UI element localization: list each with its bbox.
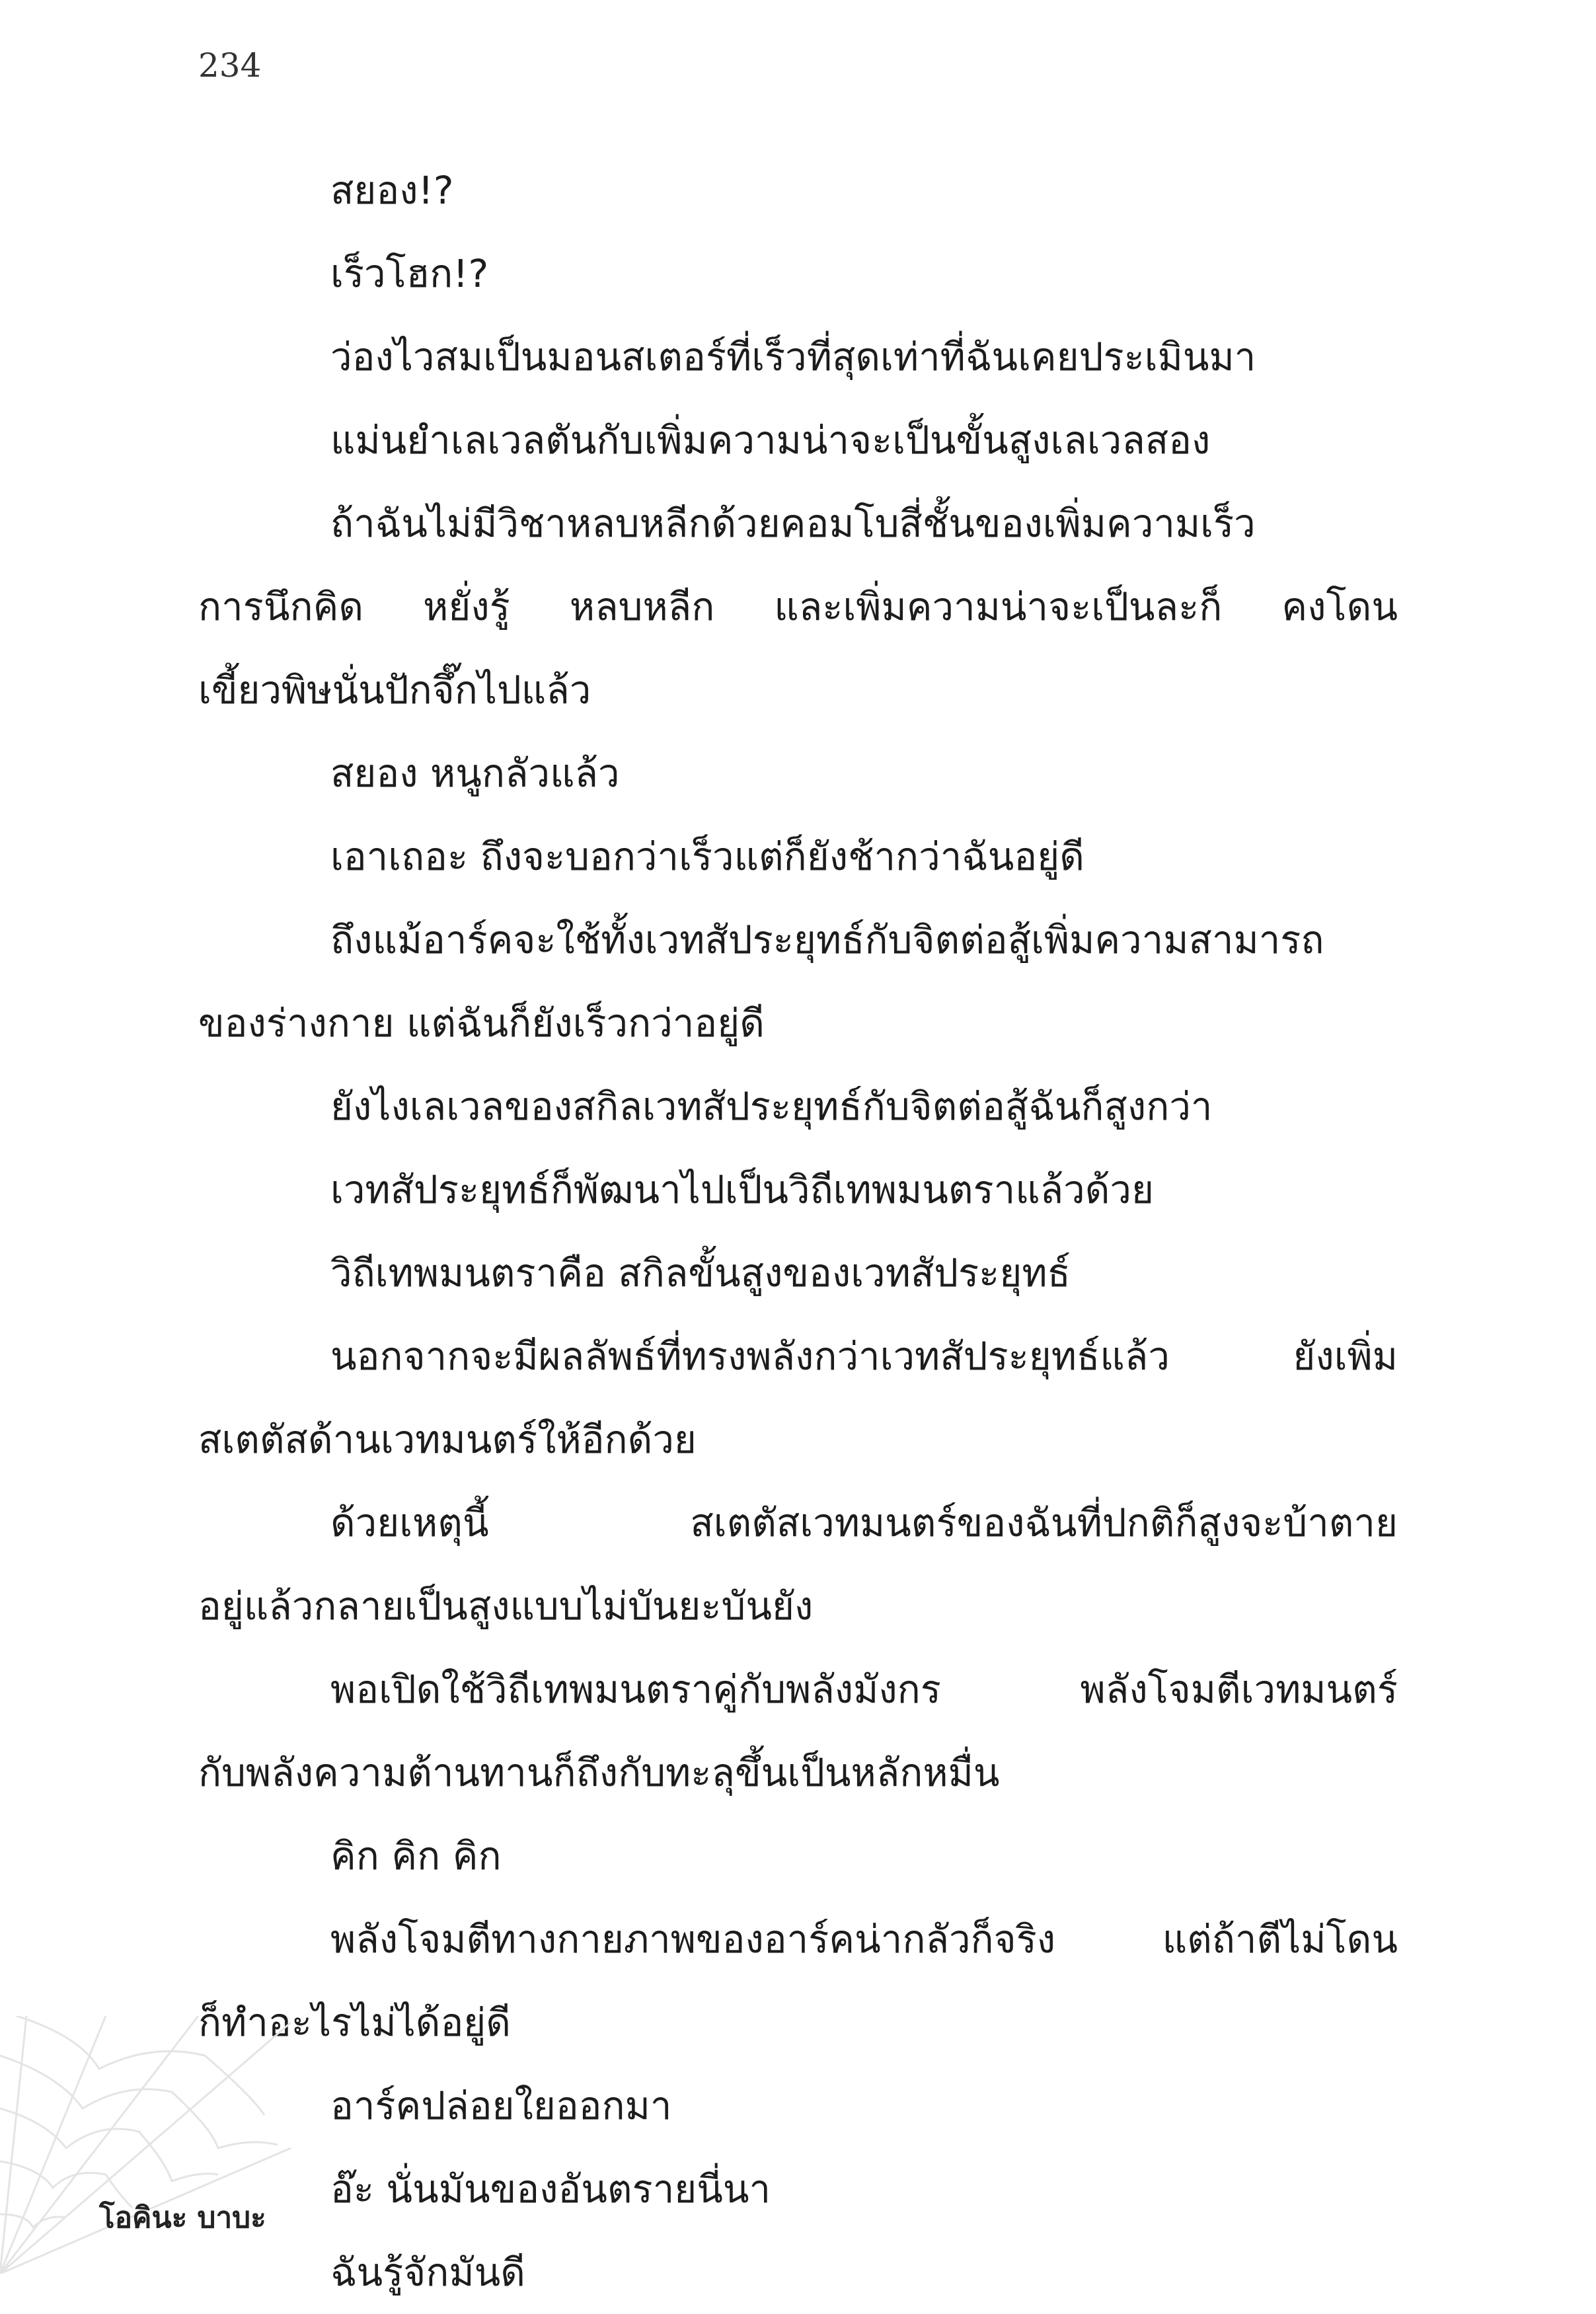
text-line: เวทสัประยุทธ์ก็พัฒนาไปเป็นวิถีเทพมนตราแล้วด้วย [330, 1167, 1154, 1212]
text-line: อ๊ะ นั่นมันของอันตรายนี่นา [330, 2167, 771, 2212]
text-line: ถ้าฉันไม่มีวิชาหลบหลีกด้วยคอมโบสี่ชั้นของเพิ่มความเร็ว [330, 501, 1256, 546]
text-line: ฉันรู้จักมันดี [330, 2250, 525, 2295]
text-line: สยอง หนูกลัวแล้ว [330, 751, 620, 796]
text-line: พอเปิดใช้วิถีเทพมนตราคู่กับพลังมังกร พลังโจมตีเวทมนตร์ [330, 1667, 1398, 1712]
text-line: การนึกคิด หยั่งรู้ หลบหลีก และเพิ่มความน่าจะเป็นละก็ คงโดน [198, 584, 1398, 629]
text-line: ของร่างกาย แต่ฉันก็ยังเร็วกว่าอยู่ดี [198, 1001, 765, 1046]
text-line: วิถีเทพมนตราคือ สกิลขั้นสูงของเวทสัประยุทธ์ [330, 1251, 1071, 1295]
text-line: คิก คิก คิก [330, 1833, 502, 1878]
text-line: แม่นยำเลเวลตันกับเพิ่มความน่าจะเป็นขั้นสูงเลเวลสอง [330, 418, 1211, 463]
text-line: ด้วยเหตุนี้ สเตตัสเวทมนตร์ของฉันที่ปกติก็สูงจะบ้าตาย [330, 1500, 1398, 1545]
text-line: ยังไงเลเวลของสกิลเวทสัประยุทธ์กับจิตต่อสู้ฉันก็สูงกว่า [330, 1084, 1213, 1129]
text-line: พลังโจมตีทางกายภาพของอาร์คน่ากลัวก็จริง แต่ถ้าตีไม่โดน [330, 1917, 1398, 1962]
text-line: สเตตัสด้านเวทมนตร์ให้อีกด้วย [198, 1417, 697, 1462]
text-line: กับพลังความต้านทานก็ถึงกับทะลุขึ้นเป็นหลักหมื่น [198, 1750, 1000, 1795]
footer-title: โอคินะ บาบะ [99, 2201, 266, 2235]
text-line: อาร์คปล่อยใยออกมา [330, 2083, 672, 2128]
text-line: ถึงแม้อาร์คจะใช้ทั้งเวทสัประยุทธ์กับจิตต่อสู้เพิ่มความสามารถ [330, 917, 1324, 962]
text-line: เอาเถอะ ถึงจะบอกว่าเร็วแต่ก็ยังช้ากว่าฉันอยู่ดี [330, 834, 1084, 879]
page-number: 234 [198, 46, 262, 85]
text-line: สยอง!? [330, 168, 454, 213]
text-line: ว่องไวสมเป็นมอนสเตอร์ที่เร็วที่สุดเท่าที่ฉันเคยประเมินมา [330, 334, 1256, 379]
text-line: เร็วโฮก!? [330, 251, 489, 296]
text-line: ก็ทำอะไรไม่ได้อยู่ดี [198, 2000, 511, 2045]
text-line: อยู่แล้วกลายเป็นสูงแบบไม่บันยะบันยัง [198, 1584, 814, 1629]
text-line: เขี้ยวพิษนั่นปักจึ๊กไปแล้ว [198, 668, 591, 713]
body-text [198, 149, 1398, 2314]
text-line: นอกจากจะมีผลลัพธ์ที่ทรงพลังกว่าเวทสัประยุทธ์แล้ว ยังเพิ่ม [330, 1334, 1398, 1379]
